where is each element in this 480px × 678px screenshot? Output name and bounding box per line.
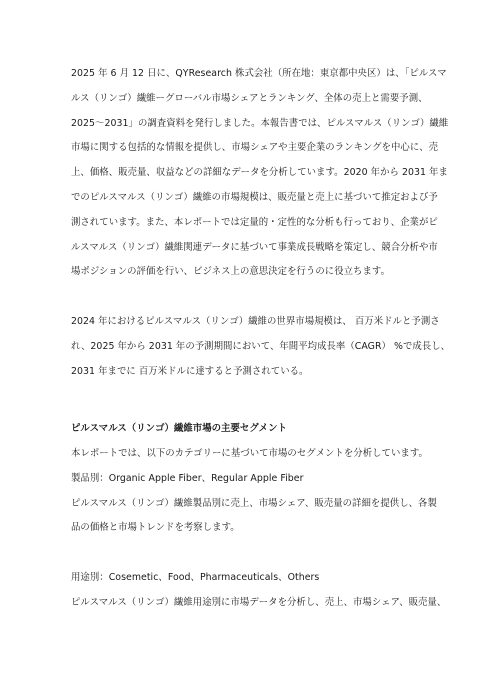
text-line: ルス（リンゴ）繊維ーグローバル市場シェアとランキング、全体の売上と需要予測、 xyxy=(71,92,428,104)
text-line: 2025 年 6 月 12 日に、QYResearch 株式会社（所在地：東京都中央区）は、「ピルスマ xyxy=(71,68,447,79)
section-heading: ピルスマルス（リンゴ）繊維市場の主要セグメント xyxy=(71,423,287,435)
text-line: 2025～2031」の調査資料を発行しました。本報告書では、ピルスマルス（リンゴ）繊維 xyxy=(71,117,449,129)
text-line: 2031 年までに 百万米ドルに達すると予測されている。 xyxy=(71,365,309,377)
text-line: 測されています。また、本レポートでは定量的・定性的な分析も行っており、企業がピ xyxy=(71,216,438,228)
text-line: 上、価格、販売量、収益などの詳細なデータを分析しています。2020 年から 2031 年ま xyxy=(71,167,448,179)
text-line: ピルスマルス（リンゴ）繊維製品別に売上、市場シェア、販売量の詳細を提供し、各製 xyxy=(71,497,437,509)
text-line: れ、2025 年から 2031 年の予測期間において、年間平均成長率（CAGR） %で成長し、 xyxy=(71,340,451,352)
text-line: 市場に関する包括的な情報を提供し、市場シェアや主要企業のランキングを中心に、売 xyxy=(71,142,439,154)
paragraph-spacer xyxy=(71,541,420,566)
text-line: 2024 年におけるピルスマルス（リンゴ）繊維の世界市場規模は、 百万米ドルと予測さ xyxy=(71,315,440,327)
paragraph-spacer xyxy=(71,409,420,417)
paragraph-spacer xyxy=(71,285,420,310)
product-segment-label: 製品別：Organic Apple Fiber、Regular Apple Fiber xyxy=(71,472,304,484)
text-line: でのピルスマルス（リンゴ）繊維の市場規模は、販売量と売上に基づいて推定および予 xyxy=(71,191,438,203)
market-size-paragraph xyxy=(71,310,451,384)
intro-paragraph xyxy=(71,62,449,285)
application-segment-label: 用途別：Cosemetic、Food、Pharmaceuticals、Others xyxy=(71,571,320,583)
section-intro: 本レポートでは、以下のカテゴリーに基づいて市場のセグメントを分析しています。 xyxy=(71,447,428,459)
segment-section xyxy=(71,417,447,615)
text-line: 品の価格と市場トレンドを考察します。 xyxy=(71,522,240,534)
text-line: ルスマルス（リンゴ）繊維関連データに基づいて事業成長戦略を策定し、競合分析や市 xyxy=(71,241,438,253)
text-line: 場ポジションの評価を行い、ビジネス上の意思決定を行うのに役立ちます。 xyxy=(71,266,390,278)
paragraph-spacer xyxy=(71,384,420,409)
text-line: ピルスマルス（リンゴ）繊維用途別に市場データを分析し、売上、市場シェア、販売量、 xyxy=(71,596,447,608)
